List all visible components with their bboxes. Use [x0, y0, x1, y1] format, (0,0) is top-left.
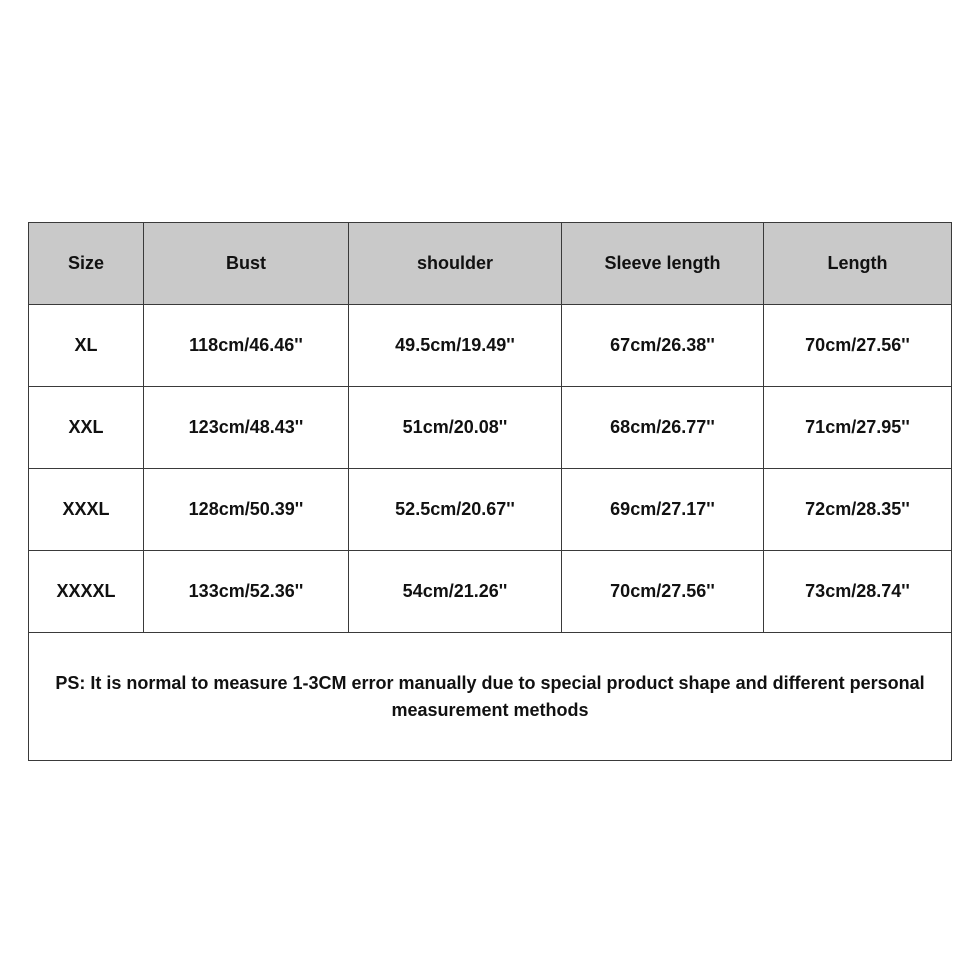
- table-row: [29, 551, 952, 633]
- cell-shoulder: 49.5cm/19.49'': [349, 305, 562, 387]
- table-row: [29, 469, 952, 551]
- header-sleeve-length: Sleeve length: [562, 223, 764, 305]
- cell-bust: 118cm/46.46'': [144, 305, 349, 387]
- header-row: [29, 223, 952, 305]
- note-row: [29, 633, 952, 761]
- cell-shoulder: 52.5cm/20.67'': [349, 469, 562, 551]
- cell-sleeve-length: 69cm/27.17'': [562, 469, 764, 551]
- cell-bust: 133cm/52.36'': [144, 551, 349, 633]
- table-row: [29, 305, 952, 387]
- cell-length: 71cm/27.95'': [764, 387, 952, 469]
- cell-bust: 128cm/50.39'': [144, 469, 349, 551]
- cell-size: XL: [29, 305, 144, 387]
- header-length: Length: [764, 223, 952, 305]
- cell-shoulder: 51cm/20.08'': [349, 387, 562, 469]
- table-row: [29, 387, 952, 469]
- measurement-note: PS: It is normal to measure 1-3CM error manually due to special product shape and different personal measurement methods: [29, 633, 952, 761]
- header-size: Size: [29, 223, 144, 305]
- header-shoulder: shoulder: [349, 223, 562, 305]
- cell-size: XXXL: [29, 469, 144, 551]
- cell-length: 70cm/27.56'': [764, 305, 952, 387]
- cell-sleeve-length: 67cm/26.38'': [562, 305, 764, 387]
- cell-bust: 123cm/48.43'': [144, 387, 349, 469]
- cell-length: 72cm/28.35'': [764, 469, 952, 551]
- cell-size: XXL: [29, 387, 144, 469]
- cell-sleeve-length: 68cm/26.77'': [562, 387, 764, 469]
- size-chart-table: [28, 222, 952, 761]
- header-bust: Bust: [144, 223, 349, 305]
- cell-shoulder: 54cm/21.26'': [349, 551, 562, 633]
- cell-sleeve-length: 70cm/27.56'': [562, 551, 764, 633]
- cell-length: 73cm/28.74'': [764, 551, 952, 633]
- cell-size: XXXXL: [29, 551, 144, 633]
